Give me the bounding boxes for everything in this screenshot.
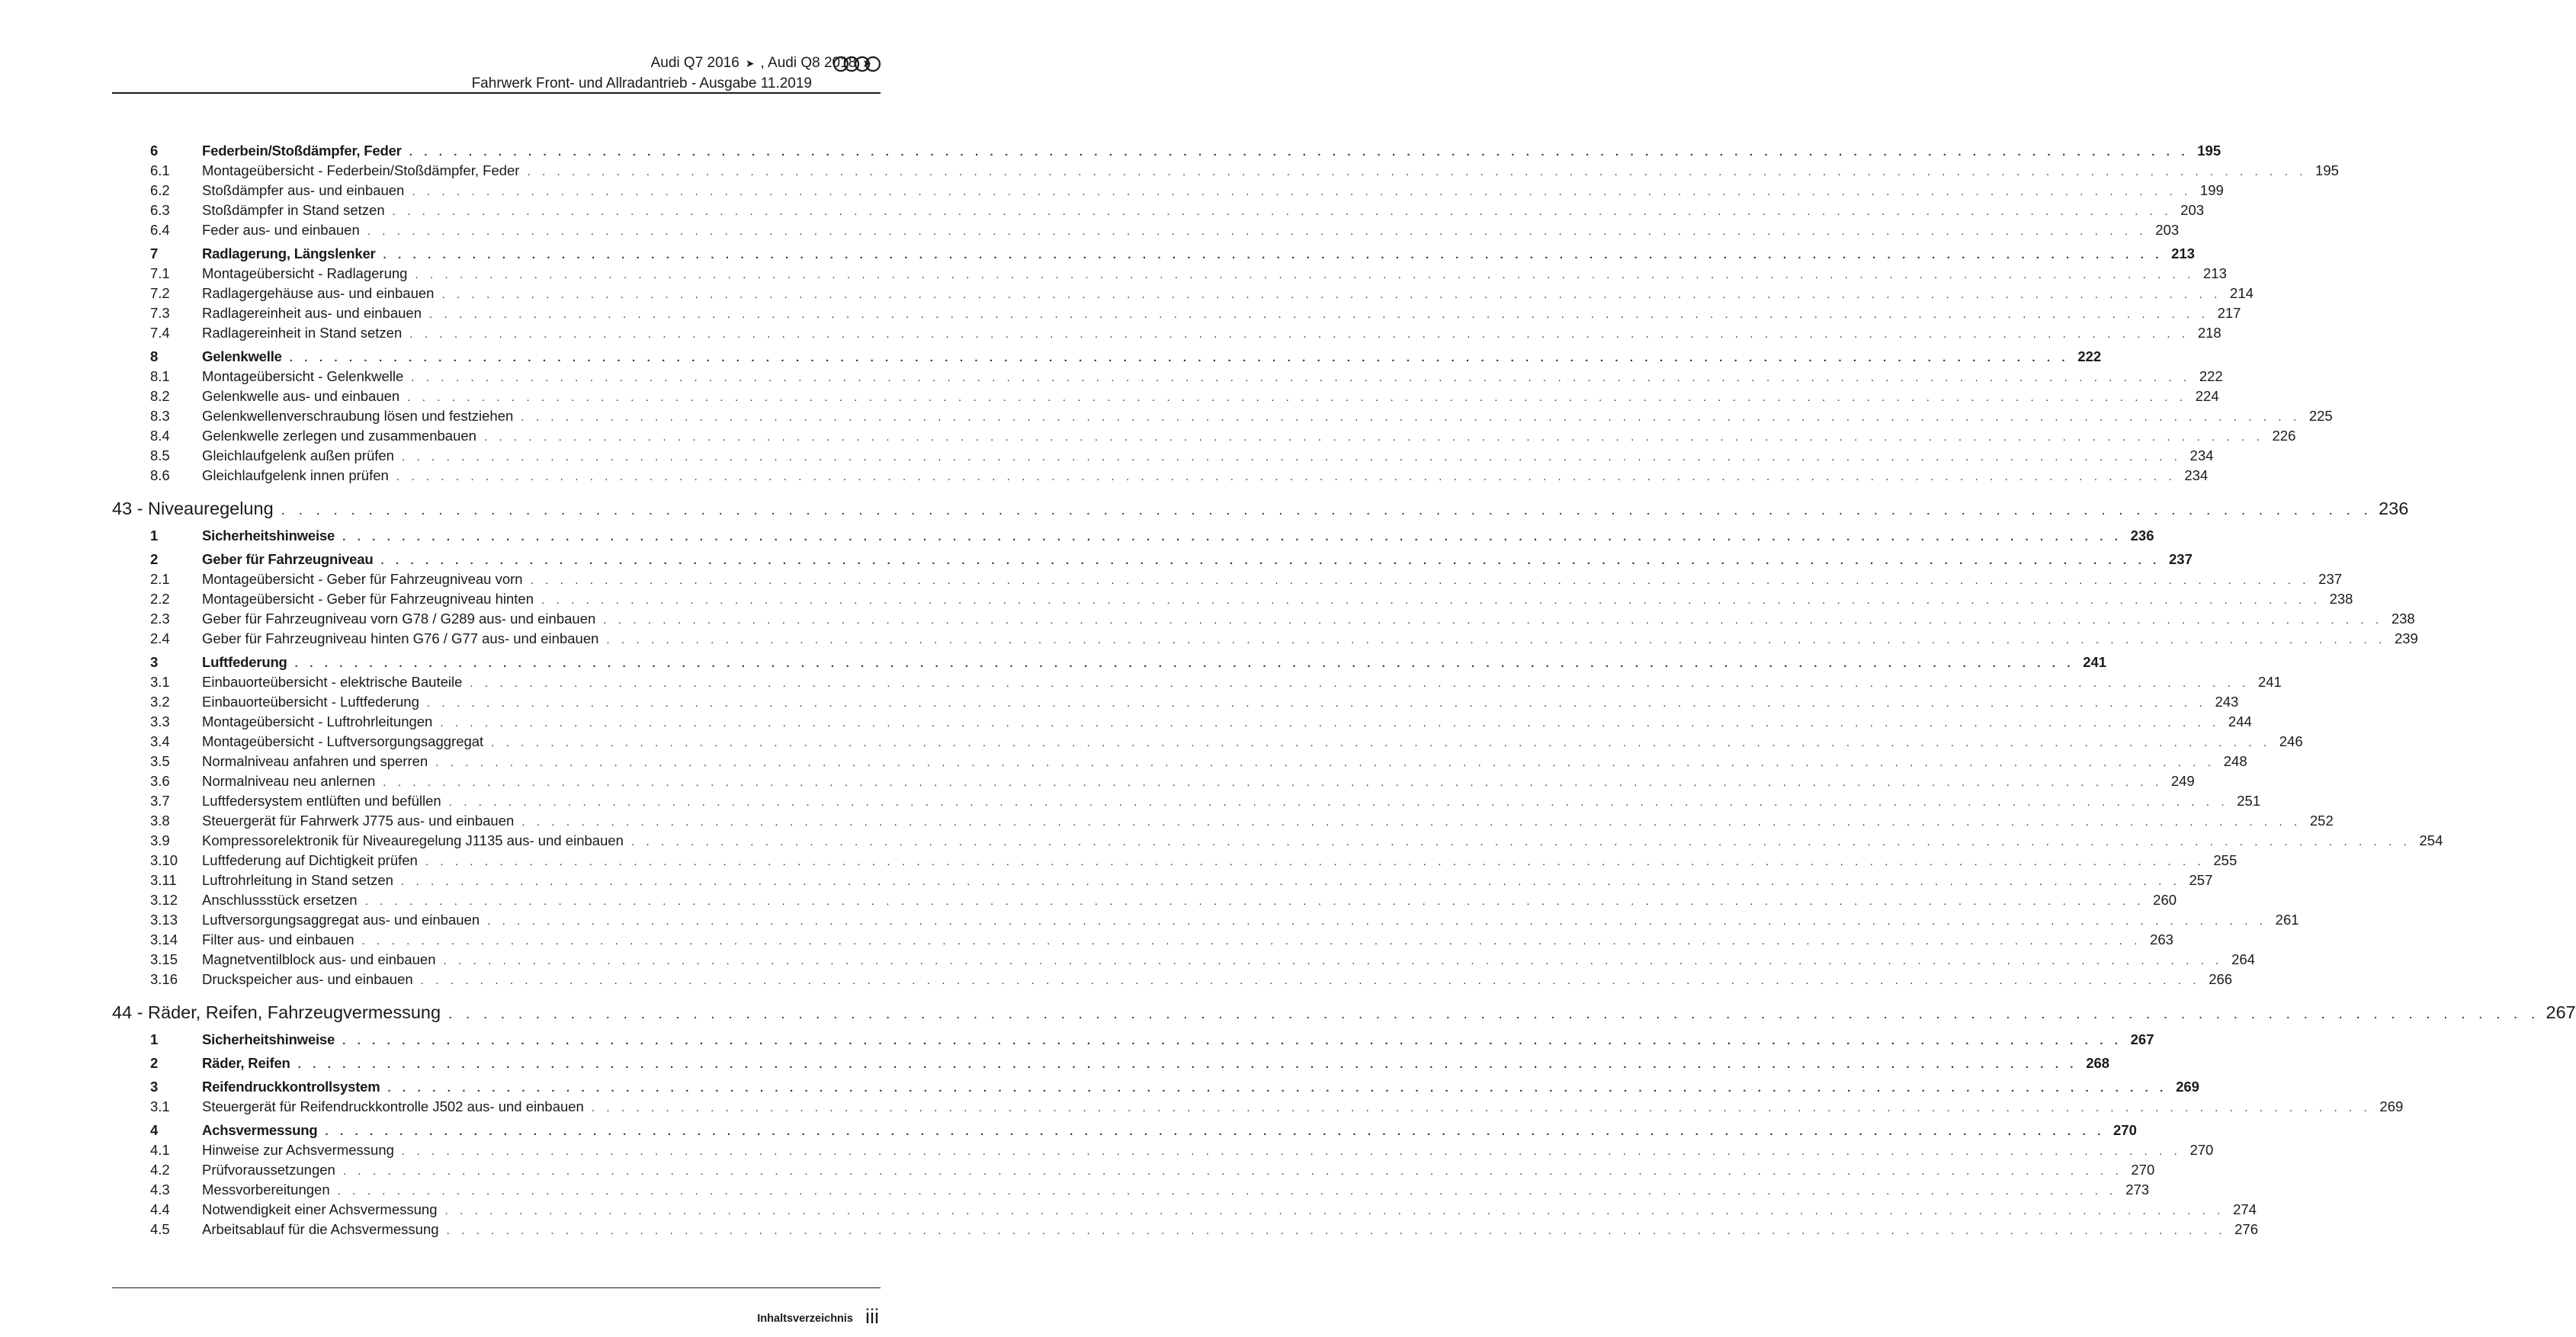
toc-entry-page: 217 [2217, 305, 2241, 321]
dot-leader: . . . . . . . . . . . . . . . . . . . . . . . . . . . . . . . . . . . . . . . . . . . . . . . . . . . . . . . . . . . . . . . . . . . . . . . . . . . . . . . . . . . . . . . . . . . . . . . . . . . . . . . . . . . . . . . . . . . . . . . . [606, 633, 2386, 646]
toc-entry-title: Feder aus- und einbauen [202, 222, 360, 238]
toc-entry[interactable] [112, 1160, 2155, 1180]
dot-leader: . . . . . . . . . . . . . . . . . . . . . . . . . . . . . . . . . . . . . . . . . . . . . . . . . . . . . . . . . . . . . . . . . . . . . . . . . . . . . . . . . . . . . . . . . . . . . . . . . . . . . . . . . . . . . . . . . . . . . . . . [415, 268, 2195, 281]
toc-entry-page: 270 [2131, 1162, 2155, 1178]
toc-entry-number: 3.8 [150, 813, 170, 829]
toc-entry-number: 2.2 [150, 591, 170, 607]
toc-entry[interactable] [112, 752, 2247, 771]
toc-entry-title: Filter aus- und einbauen [202, 931, 354, 947]
toc-entry[interactable] [112, 181, 2224, 200]
toc-entry-page: 267 [2130, 1031, 2154, 1047]
toc-entry[interactable] [112, 870, 2213, 890]
toc-entry-page: 234 [2189, 447, 2214, 463]
toc-entry-page: 225 [2308, 408, 2333, 424]
toc-entry-title: Gelenkwellenverschraubung lösen und festziehen [202, 408, 514, 424]
toc-entry-page: 263 [2150, 931, 2173, 947]
toc-entry[interactable] [112, 672, 2282, 692]
toc-entry-number: 4.2 [150, 1162, 170, 1178]
dot-leader: . . . . . . . . . . . . . . . . . . . . . . . . . . . . . . . . . . . . . . . . . . . . . . . . . . . . . . . . . . . . . . . . . . . . . . . . . . . . . . . . . . . . . . . . . . . . . . . . . . . . . . . . . . . . . . . . . . . . . . . . [491, 736, 2271, 749]
toc-entry-page: 214 [2230, 285, 2254, 301]
toc-entry-page: 243 [2215, 694, 2239, 710]
toc-entry-page: 266 [2209, 971, 2233, 987]
dot-leader: . . . . . . . . . . . . . . . . . . . . . . . . . . . . . . . . . . . . . . . . . . . . . . . . . . . . . . . . . . . . . . . . . . . . . . . . . . . . . . . . . . . . . . . . . . . . . . . . . . . . . . . . . . . . . . . . . . . . . . . . [409, 146, 2189, 159]
toc-entry-title: Geber für Fahrzeugniveau [202, 551, 374, 567]
toc-entry-page: 195 [2315, 162, 2339, 178]
toc-entry-page: 237 [2318, 571, 2343, 587]
toc-entry-number: 3.5 [150, 753, 170, 769]
toc-entry-title: Luftversorgungsaggregat aus- und einbauen [202, 912, 480, 928]
audi-rings-logo [833, 55, 881, 73]
toc-chapter[interactable] [112, 244, 2195, 264]
toc-entry-title: Luftfedersystem entlüften und befüllen [202, 793, 441, 809]
toc-entry-page: 234 [2184, 467, 2209, 483]
toc-entry[interactable] [112, 161, 2339, 181]
toc-entry-page: 254 [2419, 832, 2443, 848]
toc-entry-title: Magnetventilblock aus- und einbauen [202, 951, 436, 967]
toc-entry-page: 249 [2170, 773, 2195, 789]
toc-entry-page: 269 [2176, 1079, 2199, 1095]
toc-entry-page: 238 [2391, 611, 2415, 627]
dot-leader: . . . . . . . . . . . . . . . . . . . . . . . . . . . . . . . . . . . . . . . . . . . . . . . . . . . . . . . . . . . . . . . . . . . . . . . . . . . . . . . . . . . . . . . . . . . . . . . . . . . . . . . . . . . . . . . . . . . . . . . . [591, 1101, 2372, 1114]
dot-leader: . . . . . . . . . . . . . . . . . . . . . . . . . . . . . . . . . . . . . . . . . . . . . . . . . . . . . . . . . . . . . . . . . . . . . . . . . . . . . . . . . . . . . . . . . . . . . . . . . . . . . . . . . . . . . . . . . . . . . . . . [401, 450, 2182, 463]
dot-leader: . . . . . . . . . . . . . . . . . . . . . . . . . . . . . . . . . . . . . . . . . . . . . . . . . . . . . . . . . . . . . . . . . . . . . . . . . . . . . . . . . . . . . . . . . . . . . . . . . . . . . . . . . . . . . . . . . . . . . . . . [342, 1034, 2122, 1047]
toc-entry-number: 6.1 [150, 162, 170, 178]
toc-entry-page: 236 [2379, 499, 2409, 518]
dot-leader: . . . . . . . . . . . . . . . . . . . . . . . . . . . . . . . . . . . . . . . . . . . . . . . . . . . . . . . . . . . . . . . . . . . . . . . . . . . . . . . . . . . . . . . . . . . . . . . . . . . . . . . . . . . . . . . . . . . . . . . . [380, 554, 2161, 567]
toc-entry-title: Radlagereinheit aus- und einbauen [202, 305, 422, 321]
toc-entry-page: 237 [2169, 551, 2193, 567]
toc-entry-page: 267 [2546, 1002, 2576, 1022]
toc-entry-title: Radlagergehäuse aus- und einbauen [202, 285, 435, 301]
toc-entry-number: 4.5 [150, 1221, 170, 1237]
toc-entry-number: 3.16 [150, 971, 178, 987]
toc-entry-page: 273 [2125, 1181, 2150, 1198]
toc-chapter[interactable] [112, 1030, 2154, 1050]
arrow-right-icon: ➤ [862, 56, 871, 69]
dot-leader: . . . . . . . . . . . . . . . . . . . . . . . . . . . . . . . . . . . . . . . . . . . . . . . . . . . . . . . . . . . . . . . . . . . . . . . . . . . . . . . . . . . . . . . . . . . . . . . . . . . . . . . . . . . . . . . . . . . . . . . . [443, 954, 2223, 967]
toc-entry-number: 2.4 [150, 630, 170, 646]
toc-entry[interactable] [112, 1180, 2150, 1200]
toc-entry-title: Druckspeicher aus- und einbauen [202, 971, 413, 987]
toc-entry[interactable] [112, 200, 2205, 220]
dot-leader: . . . . . . . . . . . . . . . . . . . . . . . . . . . . . . . . . . . . . . . . . . . . . . . . . . . . . . . . . . . . . . . . . . . . . . . . . . . . . . . . . . . . . . . . . . . . . . . . . . . . . . . . . . . . . . . . . . . . . . . . [289, 351, 2070, 364]
toc-entry-title: Radlagerung, Längslenker [202, 245, 376, 261]
toc-entry-title: Sicherheitshinweise [202, 1031, 335, 1047]
toc-entry-number: 8.6 [150, 467, 170, 483]
toc-entry-number: 3.13 [150, 912, 178, 928]
dot-leader: . . . . . . . . . . . . . . . . . . . . . . . . . . . . . . . . . . . . . . . . . . . . . . . . . . . . . . . . . . . . . . . . . . . . . . . . . . . . . . . . . . . . . . . . . . . . . . . . . . . . . . . . . . . . . . . . . . . . . . . . [521, 411, 2301, 424]
toc-entry-number: 2 [150, 551, 159, 567]
dot-leader: . . . . . . . . . . . . . . . . . . . . . . . . . . . . . . . . . . . . . . . . . . . . . . . . . . . . . . . . . . . . . . . . . . . . . . . . . . . . . . . . . . . . . . . . . . . . . . . . . . . . . . . . . . . . . . . . . . . . . . . . [448, 1006, 2540, 1022]
dot-leader: . . . . . . . . . . . . . . . . . . . . . . . . . . . . . . . . . . . . . . . . . . . . . . . . . . . . . . . . . . . . . . . . . . . . . . . . . . . . . . . . . . . . . . . . . . . . . . . . . . . . . . . . . . . . . . . . . . . . . . . . [541, 594, 2321, 607]
arrow-right-icon: ➤ [745, 56, 755, 69]
dot-leader: . . . . . . . . . . . . . . . . . . . . . . . . . . . . . . . . . . . . . . . . . . . . . . . . . . . . . . . . . . . . . . . . . . . . . . . . . . . . . . . . . . . . . . . . . . . . . . . . . . . . . . . . . . . . . . . . . . . . . . . . [342, 531, 2122, 543]
toc-entry-number: 3.14 [150, 931, 178, 947]
table-of-contents [112, 137, 2576, 1239]
toc-entry-title: Gleichlaufgelenk außen prüfen [202, 447, 394, 463]
toc-entry-number: 8.4 [150, 428, 170, 444]
toc-entry-number: 3.2 [150, 694, 170, 710]
toc-entry-number: 1 [150, 1031, 159, 1047]
dot-leader: . . . . . . . . . . . . . . . . . . . . . . . . . . . . . . . . . . . . . . . . . . . . . . . . . . . . . . . . . . . . . . . . . . . . . . . . . . . . . . . . . . . . . . . . . . . . . . . . . . . . . . . . . . . . . . . . . . . . . . . . [325, 1125, 2105, 1138]
toc-entry-title: Kompressorelektronik für Niveauregelung J1135 aus- und einbauen [202, 832, 624, 848]
toc-chapter[interactable] [112, 526, 2154, 546]
dot-leader: . . . . . . . . . . . . . . . . . . . . . . . . . . . . . . . . . . . . . . . . . . . . . . . . . . . . . . . . . . . . . . . . . . . . . . . . . . . . . . . . . . . . . . . . . . . . . . . . . . . . . . . . . . . . . . . . . . . . . . . . [441, 288, 2222, 301]
toc-entry[interactable] [112, 426, 2296, 446]
dot-leader: . . . . . . . . . . . . . . . . . . . . . . . . . . . . . . . . . . . . . . . . . . . . . . . . . . . . . . . . . . . . . . . . . . . . . . . . . . . . . . . . . . . . . . . . . . . . . . . . . . . . . . . . . . . . . . . . . . . . . . . . [435, 756, 2215, 769]
toc-entry-page: 276 [2234, 1221, 2258, 1237]
toc-section[interactable] [112, 999, 2576, 1026]
toc-entry-page: 260 [2153, 892, 2177, 908]
toc-entry-title: Geber für Fahrzeugniveau vorn G78 / G289 aus- und einbauen [202, 611, 596, 627]
toc-entry[interactable] [112, 589, 2353, 609]
toc-entry-page: 222 [2077, 348, 2102, 364]
toc-entry[interactable] [112, 890, 2177, 910]
toc-entry-title: Montageübersicht - Gelenkwelle [202, 368, 404, 384]
toc-entry[interactable] [112, 284, 2254, 303]
toc-entry-page: 264 [2231, 951, 2255, 967]
toc-entry[interactable] [112, 970, 2233, 989]
toc-entry[interactable] [112, 732, 2303, 752]
dot-leader: . . . . . . . . . . . . . . . . . . . . . . . . . . . . . . . . . . . . . . . . . . . . . . . . . . . . . . . . . . . . . . . . . . . . . . . . . . . . . . . . . . . . . . . . . . . . . . . . . . . . . . . . . . . . . . . . . . . . . . . . [412, 185, 2192, 198]
toc-entry-title: Einbauorteübersicht - Luftfederung [202, 694, 419, 710]
toc-entry-number: 3.7 [150, 793, 170, 809]
toc-entry-page: 195 [2197, 143, 2222, 159]
toc-entry-title: Montageübersicht - Luftversorgungsaggregat [202, 733, 484, 749]
toc-chapter[interactable] [112, 1077, 2199, 1097]
dot-leader: . . . . . . . . . . . . . . . . . . . . . . . . . . . . . . . . . . . . . . . . . . . . . . . . . . . . . . . . . . . . . . . . . . . . . . . . . . . . . . . . . . . . . . . . . . . . . . . . . . . . . . . . . . . . . . . . . . . . . . . . [448, 796, 2229, 809]
footer-page-number: iii [865, 1305, 879, 1328]
toc-entry[interactable] [112, 446, 2214, 466]
dot-leader: . . . . . . . . . . . . . . . . . . . . . . . . . . . . . . . . . . . . . . . . . . . . . . . . . . . . . . . . . . . . . . . . . . . . . . . . . . . . . . . . . . . . . . . . . . . . . . . . . . . . . . . . . . . . . . . . . . . . . . . . [429, 308, 2209, 321]
toc-entry-page: 246 [2279, 733, 2303, 749]
dot-leader: . . . . . . . . . . . . . . . . . . . . . . . . . . . . . . . . . . . . . . . . . . . . . . . . . . . . . . . . . . . . . . . . . . . . . . . . . . . . . . . . . . . . . . . . . . . . . . . . . . . . . . . . . . . . . . . . . . . . . . . . [337, 1185, 2118, 1198]
toc-entry-number: 2.3 [150, 611, 170, 627]
toc-entry[interactable] [112, 466, 2209, 486]
dot-leader: . . . . . . . . . . . . . . . . . . . . . . . . . . . . . . . . . . . . . . . . . . . . . . . . . . . . . . . . . . . . . . . . . . . . . . . . . . . . . . . . . . . . . . . . . . . . . . . . . . . . . . . . . . . . . . . . . . . . . . . . [401, 1145, 2182, 1158]
dot-leader: . . . . . . . . . . . . . . . . . . . . . . . . . . . . . . . . . . . . . . . . . . . . . . . . . . . . . . . . . . . . . . . . . . . . . . . . . . . . . . . . . . . . . . . . . . . . . . . . . . . . . . . . . . . . . . . . . . . . . . . . [527, 165, 2307, 178]
toc-entry-title: Montageübersicht - Luftrohrleitungen [202, 713, 433, 729]
toc-entry-title: Luftfederung [202, 654, 287, 670]
toc-entry-title: Radlagereinheit in Stand setzen [202, 325, 403, 341]
toc-entry-title: Federbein/Stoßdämpfer, Feder [202, 143, 402, 159]
toc-section[interactable] [112, 495, 2409, 522]
toc-chapter[interactable] [112, 141, 2222, 161]
toc-entry[interactable] [112, 1140, 2214, 1160]
toc-entry-title: Gelenkwelle aus- und einbauen [202, 388, 400, 404]
toc-chapter[interactable] [112, 652, 2107, 672]
dot-leader: . . . . . . . . . . . . . . . . . . . . . . . . . . . . . . . . . . . . . . . . . . . . . . . . . . . . . . . . . . . . . . . . . . . . . . . . . . . . . . . . . . . . . . . . . . . . . . . . . . . . . . . . . . . . . . . . . . . . . . . . [530, 574, 2311, 587]
toc-entry-title: Hinweise zur Achsvermessung [202, 1142, 394, 1158]
toc-entry-page: 203 [2180, 202, 2205, 218]
toc-entry-number: 2 [150, 1055, 159, 1071]
toc-chapter[interactable] [112, 1121, 2137, 1140]
toc-entry-page: 239 [2394, 630, 2418, 646]
toc-entry-page: 248 [2223, 753, 2247, 769]
toc-entry-number: 7.4 [150, 325, 170, 341]
toc-entry-number: 3 [150, 654, 159, 670]
dot-leader: . . . . . . . . . . . . . . . . . . . . . . . . . . . . . . . . . . . . . . . . . . . . . . . . . . . . . . . . . . . . . . . . . . . . . . . . . . . . . . . . . . . . . . . . . . . . . . . . . . . . . . . . . . . . . . . . . . . . . . . . [383, 248, 2163, 261]
toc-entry-number: 3.10 [150, 852, 178, 868]
toc-entry[interactable] [112, 1200, 2257, 1220]
toc-entry-number: 7.3 [150, 305, 170, 321]
toc-entry[interactable] [112, 264, 2227, 284]
toc-entry-number: 8.2 [150, 388, 170, 404]
toc-entry[interactable] [112, 386, 2219, 406]
toc-entry-number: 1 [150, 527, 159, 543]
header-model-q7: Audi Q7 2016 [650, 55, 739, 71]
toc-entry-page: 236 [2130, 527, 2154, 543]
toc-entry-title: Stoßdämpfer aus- und einbauen [202, 182, 405, 198]
toc-entry-title: Geber für Fahrzeugniveau hinten G76 / G77 aus- und einbauen [202, 630, 599, 646]
toc-entry[interactable] [112, 220, 2180, 240]
dot-leader: . . . . . . . . . . . . . . . . . . . . . . . . . . . . . . . . . . . . . . . . . . . . . . . . . . . . . . . . . . . . . . . . . . . . . . . . . . . . . . . . . . . . . . . . . . . . . . . . . . . . . . . . . . . . . . . . . . . . . . . . [361, 935, 2141, 947]
toc-entry-title: Sicherheitshinweise [202, 527, 335, 543]
toc-entry-number: 3.9 [150, 832, 170, 848]
dot-leader: . . . . . . . . . . . . . . . . . . . . . . . . . . . . . . . . . . . . . . . . . . . . . . . . . . . . . . . . . . . . . . . . . . . . . . . . . . . . . . . . . . . . . . . . . . . . . . . . . . . . . . . . . . . . . . . . . . . . . . . . [367, 225, 2148, 238]
toc-entry-title: Normalniveau anfahren und sperren [202, 753, 428, 769]
toc-entry-number: 4.4 [150, 1201, 170, 1217]
toc-entry-number: 4.3 [150, 1181, 170, 1198]
toc-chapter[interactable] [112, 550, 2193, 569]
toc-entry-title: Luftfederung auf Dichtigkeit prüfen [202, 852, 418, 868]
toc-entry-number: 3.1 [150, 674, 170, 690]
toc-entry-page: 270 [2189, 1142, 2214, 1158]
toc-entry-number: 6.4 [150, 222, 170, 238]
toc-entry[interactable] [112, 629, 2418, 649]
toc-entry-title: Prüfvoraussetzungen [202, 1162, 335, 1178]
dot-leader: . . . . . . . . . . . . . . . . . . . . . . . . . . . . . . . . . . . . . . . . . . . . . . . . . . . . . . . . . . . . . . . . . . . . . . . . . . . . . . . . . . . . . . . . . . . . . . . . . . . . . . . . . . . . . . . . . . . . . . . . [387, 1082, 2167, 1095]
toc-entry[interactable] [112, 791, 2261, 811]
toc-entry[interactable] [112, 712, 2252, 732]
toc-entry[interactable] [112, 1220, 2258, 1239]
dot-leader: . . . . . . . . . . . . . . . . . . . . . . . . . . . . . . . . . . . . . . . . . . . . . . . . . . . . . . . . . . . . . . . . . . . . . . . . . . . . . . . . . . . . . . . . . . . . . . . . . . . . . . . . . . . . . . . . . . . . . . . . [364, 895, 2145, 908]
dot-leader: . . . . . . . . . . . . . . . . . . . . . . . . . . . . . . . . . . . . . . . . . . . . . . . . . . . . . . . . . . . . . . . . . . . . . . . . . . . . . . . . . . . . . . . . . . . . . . . . . . . . . . . . . . . . . . . . . . . . . . . . [425, 855, 2205, 868]
toc-entry-title: Arbeitsablauf für die Achsvermessung [202, 1221, 439, 1237]
dot-leader: . . . . . . . . . . . . . . . . . . . . . . . . . . . . . . . . . . . . . . . . . . . . . . . . . . . . . . . . . . . . . . . . . . . . . . . . . . . . . . . . . . . . . . . . . . . . . . . . . . . . . . . . . . . . . . . . . . . . . . . . [396, 470, 2177, 483]
toc-entry-title: Stoßdämpfer in Stand setzen [202, 202, 385, 218]
toc-entry[interactable] [112, 851, 2238, 870]
toc-entry[interactable] [112, 303, 2241, 323]
toc-entry-number: 6.3 [150, 202, 170, 218]
toc-entry-page: 222 [2199, 368, 2223, 384]
toc-entry-page: 241 [2257, 674, 2282, 690]
toc-entry-page: 255 [2213, 852, 2238, 868]
dot-leader: . . . . . . . . . . . . . . . . . . . . . . . . . . . . . . . . . . . . . . . . . . . . . . . . . . . . . . . . . . . . . . . . . . . . . . . . . . . . . . . . . . . . . . . . . . . . . . . . . . . . . . . . . . . . . . . . . . . . . . . . [426, 697, 2207, 710]
toc-entry-page: 268 [2086, 1055, 2110, 1071]
dot-leader: . . . . . . . . . . . . . . . . . . . . . . . . . . . . . . . . . . . . . . . . . . . . . . . . . . . . . . . . . . . . . . . . . . . . . . . . . . . . . . . . . . . . . . . . . . . . . . . . . . . . . . . . . . . . . . . . . . . . . . . . [392, 205, 2173, 218]
toc-entry-page: 199 [2199, 182, 2224, 198]
toc-entry-page: 238 [2329, 591, 2353, 607]
toc-entry-title: Gleichlaufgelenk innen prüfen [202, 467, 389, 483]
toc-entry-page: 218 [2197, 325, 2222, 341]
toc-entry-page: 270 [2113, 1122, 2137, 1138]
dot-leader: . . . . . . . . . . . . . . . . . . . . . . . . . . . . . . . . . . . . . . . . . . . . . . . . . . . . . . . . . . . . . . . . . . . . . . . . . . . . . . . . . . . . . . . . . . . . . . . . . . . . . . . . . . . . . . . . . . . . . . . . [420, 974, 2201, 987]
dot-leader: . . . . . . . . . . . . . . . . . . . . . . . . . . . . . . . . . . . . . . . . . . . . . . . . . . . . . . . . . . . . . . . . . . . . . . . . . . . . . . . . . . . . . . . . . . . . . . . . . . . . . . . . . . . . . . . . . . . . . . . . [470, 677, 2250, 690]
toc-chapter[interactable] [112, 347, 2102, 367]
toc-entry-number: 3.1 [150, 1098, 170, 1114]
toc-entry[interactable] [112, 367, 2223, 386]
toc-entry-number: 7.1 [150, 265, 170, 281]
toc-entry-title: Montageübersicht - Federbein/Stoßdämpfer, Feder [202, 162, 520, 178]
toc-entry-number: 2.1 [150, 571, 170, 587]
toc-entry-page: 252 [2309, 813, 2334, 829]
toc-entry-number: 6 [150, 143, 159, 159]
footer-label: Inhaltsverzeichnis [757, 1313, 853, 1325]
dot-leader: . . . . . . . . . . . . . . . . . . . . . . . . . . . . . . . . . . . . . . . . . . . . . . . . . . . . . . . . . . . . . . . . . . . . . . . . . . . . . . . . . . . . . . . . . . . . . . . . . . . . . . . . . . . . . . . . . . . . . . . . [342, 1165, 2123, 1178]
toc-entry[interactable] [112, 950, 2255, 970]
dot-leader: . . . . . . . . . . . . . . . . . . . . . . . . . . . . . . . . . . . . . . . . . . . . . . . . . . . . . . . . . . . . . . . . . . . . . . . . . . . . . . . . . . . . . . . . . . . . . . . . . . . . . . . . . . . . . . . . . . . . . . . . [446, 1224, 2226, 1237]
footer-divider [112, 1287, 881, 1288]
toc-entry-number: 8 [150, 348, 159, 364]
toc-entry-page: 269 [2379, 1098, 2404, 1114]
toc-entry-title: Montageübersicht - Geber für Fahrzeugniveau vorn [202, 571, 523, 587]
dot-leader: . . . . . . . . . . . . . . . . . . . . . . . . . . . . . . . . . . . . . . . . . . . . . . . . . . . . . . . . . . . . . . . . . . . . . . . . . . . . . . . . . . . . . . . . . . . . . . . . . . . . . . . . . . . . . . . . . . . . . . . . [409, 328, 2189, 341]
dot-leader: . . . . . . . . . . . . . . . . . . . . . . . . . . . . . . . . . . . . . . . . . . . . . . . . . . . . . . . . . . . . . . . . . . . . . . . . . . . . . . . . . . . . . . . . . . . . . . . . . . . . . . . . . . . . . . . . . . . . . . . . [400, 875, 2181, 888]
toc-entry[interactable] [112, 811, 2334, 831]
toc-entry[interactable] [112, 609, 2415, 629]
dot-leader: . . . . . . . . . . . . . . . . . . . . . . . . . . . . . . . . . . . . . . . . . . . . . . . . . . . . . . . . . . . . . . . . . . . . . . . . . . . . . . . . . . . . . . . . . . . . . . . . . . . . . . . . . . . . . . . . . . . . . . . . [281, 502, 2373, 518]
toc-entry-page: 244 [2228, 713, 2252, 729]
dot-leader: . . . . . . . . . . . . . . . . . . . . . . . . . . . . . . . . . . . . . . . . . . . . . . . . . . . . . . . . . . . . . . . . . . . . . . . . . . . . . . . . . . . . . . . . . . . . . . . . . . . . . . . . . . . . . . . . . . . . . . . . [440, 717, 2220, 729]
toc-entry-number: 3.6 [150, 773, 170, 789]
toc-entry-page: 274 [2233, 1201, 2257, 1217]
toc-entry-title: 43 - Niveauregelung [112, 499, 274, 518]
dot-leader: . . . . . . . . . . . . . . . . . . . . . . . . . . . . . . . . . . . . . . . . . . . . . . . . . . . . . . . . . . . . . . . . . . . . . . . . . . . . . . . . . . . . . . . . . . . . . . . . . . . . . . . . . . . . . . . . . . . . . . . . [630, 835, 2411, 848]
toc-entry[interactable] [112, 771, 2195, 791]
dot-leader: . . . . . . . . . . . . . . . . . . . . . . . . . . . . . . . . . . . . . . . . . . . . . . . . . . . . . . . . . . . . . . . . . . . . . . . . . . . . . . . . . . . . . . . . . . . . . . . . . . . . . . . . . . . . . . . . . . . . . . . . [487, 915, 2267, 928]
toc-entry-page: 261 [2275, 912, 2299, 928]
toc-entry-title: Räder, Reifen [202, 1055, 290, 1071]
toc-entry-number: 6.2 [150, 182, 170, 198]
toc-entry-number: 3.15 [150, 951, 178, 967]
header-subtitle: Fahrwerk Front- und Allradantrieb - Ausgabe 11.2019 [471, 75, 812, 91]
dot-leader: . . . . . . . . . . . . . . . . . . . . . . . . . . . . . . . . . . . . . . . . . . . . . . . . . . . . . . . . . . . . . . . . . . . . . . . . . . . . . . . . . . . . . . . . . . . . . . . . . . . . . . . . . . . . . . . . . . . . . . . . [294, 657, 2075, 670]
toc-entry-page: 213 [2203, 265, 2227, 281]
toc-entry-title: Luftrohrleitung in Stand setzen [202, 872, 393, 888]
toc-entry-title: Montageübersicht - Radlagerung [202, 265, 408, 281]
toc-entry-number: 8.5 [150, 447, 170, 463]
toc-entry-page: 203 [2155, 222, 2180, 238]
toc-entry-number: 8.1 [150, 368, 170, 384]
toc-entry-title: Montageübersicht - Geber für Fahrzeugniveau hinten [202, 591, 534, 607]
toc-entry-title: 44 - Räder, Reifen, Fahrzeugvermessung [112, 1002, 441, 1022]
toc-entry-page: 257 [2189, 872, 2213, 888]
header-divider [112, 92, 881, 94]
toc-entry-title: Achsvermessung [202, 1122, 318, 1138]
toc-entry-number: 3.11 [150, 872, 177, 888]
toc-entry[interactable] [112, 831, 2443, 851]
toc-entry-number: 8.3 [150, 408, 170, 424]
dot-leader: . . . . . . . . . . . . . . . . . . . . . . . . . . . . . . . . . . . . . . . . . . . . . . . . . . . . . . . . . . . . . . . . . . . . . . . . . . . . . . . . . . . . . . . . . . . . . . . . . . . . . . . . . . . . . . . . . . . . . . . . [603, 614, 2383, 627]
toc-entry-number: 3 [150, 1079, 159, 1095]
toc-entry-page: 226 [2272, 428, 2296, 444]
toc-entry[interactable] [112, 1097, 2404, 1117]
toc-entry-number: 3.4 [150, 733, 170, 749]
toc-entry[interactable] [112, 406, 2333, 426]
toc-entry-title: Einbauorteübersicht - elektrische Bauteile [202, 674, 463, 690]
toc-entry[interactable] [112, 323, 2222, 343]
dot-leader: . . . . . . . . . . . . . . . . . . . . . . . . . . . . . . . . . . . . . . . . . . . . . . . . . . . . . . . . . . . . . . . . . . . . . . . . . . . . . . . . . . . . . . . . . . . . . . . . . . . . . . . . . . . . . . . . . . . . . . . . [483, 431, 2264, 444]
toc-entry-title: Reifendruckkontrollsystem [202, 1079, 380, 1095]
dot-leader: . . . . . . . . . . . . . . . . . . . . . . . . . . . . . . . . . . . . . . . . . . . . . . . . . . . . . . . . . . . . . . . . . . . . . . . . . . . . . . . . . . . . . . . . . . . . . . . . . . . . . . . . . . . . . . . . . . . . . . . . [444, 1204, 2225, 1217]
toc-entry-number: 4 [150, 1122, 159, 1138]
toc-entry-number: 7.2 [150, 285, 170, 301]
toc-entry-title: Messvorbereitungen [202, 1181, 330, 1198]
dot-leader: . . . . . . . . . . . . . . . . . . . . . . . . . . . . . . . . . . . . . . . . . . . . . . . . . . . . . . . . . . . . . . . . . . . . . . . . . . . . . . . . . . . . . . . . . . . . . . . . . . . . . . . . . . . . . . . . . . . . . . . . [411, 371, 2191, 384]
toc-entry-title: Steuergerät für Fahrwerk J775 aus- und einbauen [202, 813, 515, 829]
toc-entry-number: 4.1 [150, 1142, 170, 1158]
toc-entry-title: Normalniveau neu anlernen [202, 773, 376, 789]
dot-leader: . . . . . . . . . . . . . . . . . . . . . . . . . . . . . . . . . . . . . . . . . . . . . . . . . . . . . . . . . . . . . . . . . . . . . . . . . . . . . . . . . . . . . . . . . . . . . . . . . . . . . . . . . . . . . . . . . . . . . . . . [521, 816, 2302, 829]
toc-entry[interactable] [112, 692, 2239, 712]
toc-entry-number: 3.3 [150, 713, 170, 729]
toc-entry[interactable] [112, 910, 2299, 930]
toc-entry[interactable] [112, 569, 2343, 589]
toc-entry-title: Gelenkwelle zerlegen und zusammenbauen [202, 428, 476, 444]
dot-leader: . . . . . . . . . . . . . . . . . . . . . . . . . . . . . . . . . . . . . . . . . . . . . . . . . . . . . . . . . . . . . . . . . . . . . . . . . . . . . . . . . . . . . . . . . . . . . . . . . . . . . . . . . . . . . . . . . . . . . . . . [297, 1058, 2078, 1071]
toc-entry-page: 241 [2083, 654, 2107, 670]
dot-leader: . . . . . . . . . . . . . . . . . . . . . . . . . . . . . . . . . . . . . . . . . . . . . . . . . . . . . . . . . . . . . . . . . . . . . . . . . . . . . . . . . . . . . . . . . . . . . . . . . . . . . . . . . . . . . . . . . . . . . . . . [407, 391, 2187, 404]
toc-chapter[interactable] [112, 1053, 2110, 1073]
toc-entry-number: 3.12 [150, 892, 178, 908]
toc-entry-page: 251 [2237, 793, 2261, 809]
toc-entry-page: 213 [2171, 245, 2195, 261]
toc-entry-title: Anschlussstück ersetzen [202, 892, 358, 908]
toc-entry[interactable] [112, 930, 2173, 950]
header-model-q8: , Audi Q8 2018 [760, 55, 857, 71]
toc-entry-title: Gelenkwelle [202, 348, 282, 364]
toc-entry-title: Notwendigkeit einer Achsvermessung [202, 1201, 438, 1217]
dot-leader: . . . . . . . . . . . . . . . . . . . . . . . . . . . . . . . . . . . . . . . . . . . . . . . . . . . . . . . . . . . . . . . . . . . . . . . . . . . . . . . . . . . . . . . . . . . . . . . . . . . . . . . . . . . . . . . . . . . . . . . . [383, 776, 2163, 789]
toc-entry-page: 224 [2195, 388, 2219, 404]
toc-entry-number: 7 [150, 245, 159, 261]
toc-entry-title: Steuergerät für Reifendruckkontrolle J502 aus- und einbauen [202, 1098, 584, 1114]
